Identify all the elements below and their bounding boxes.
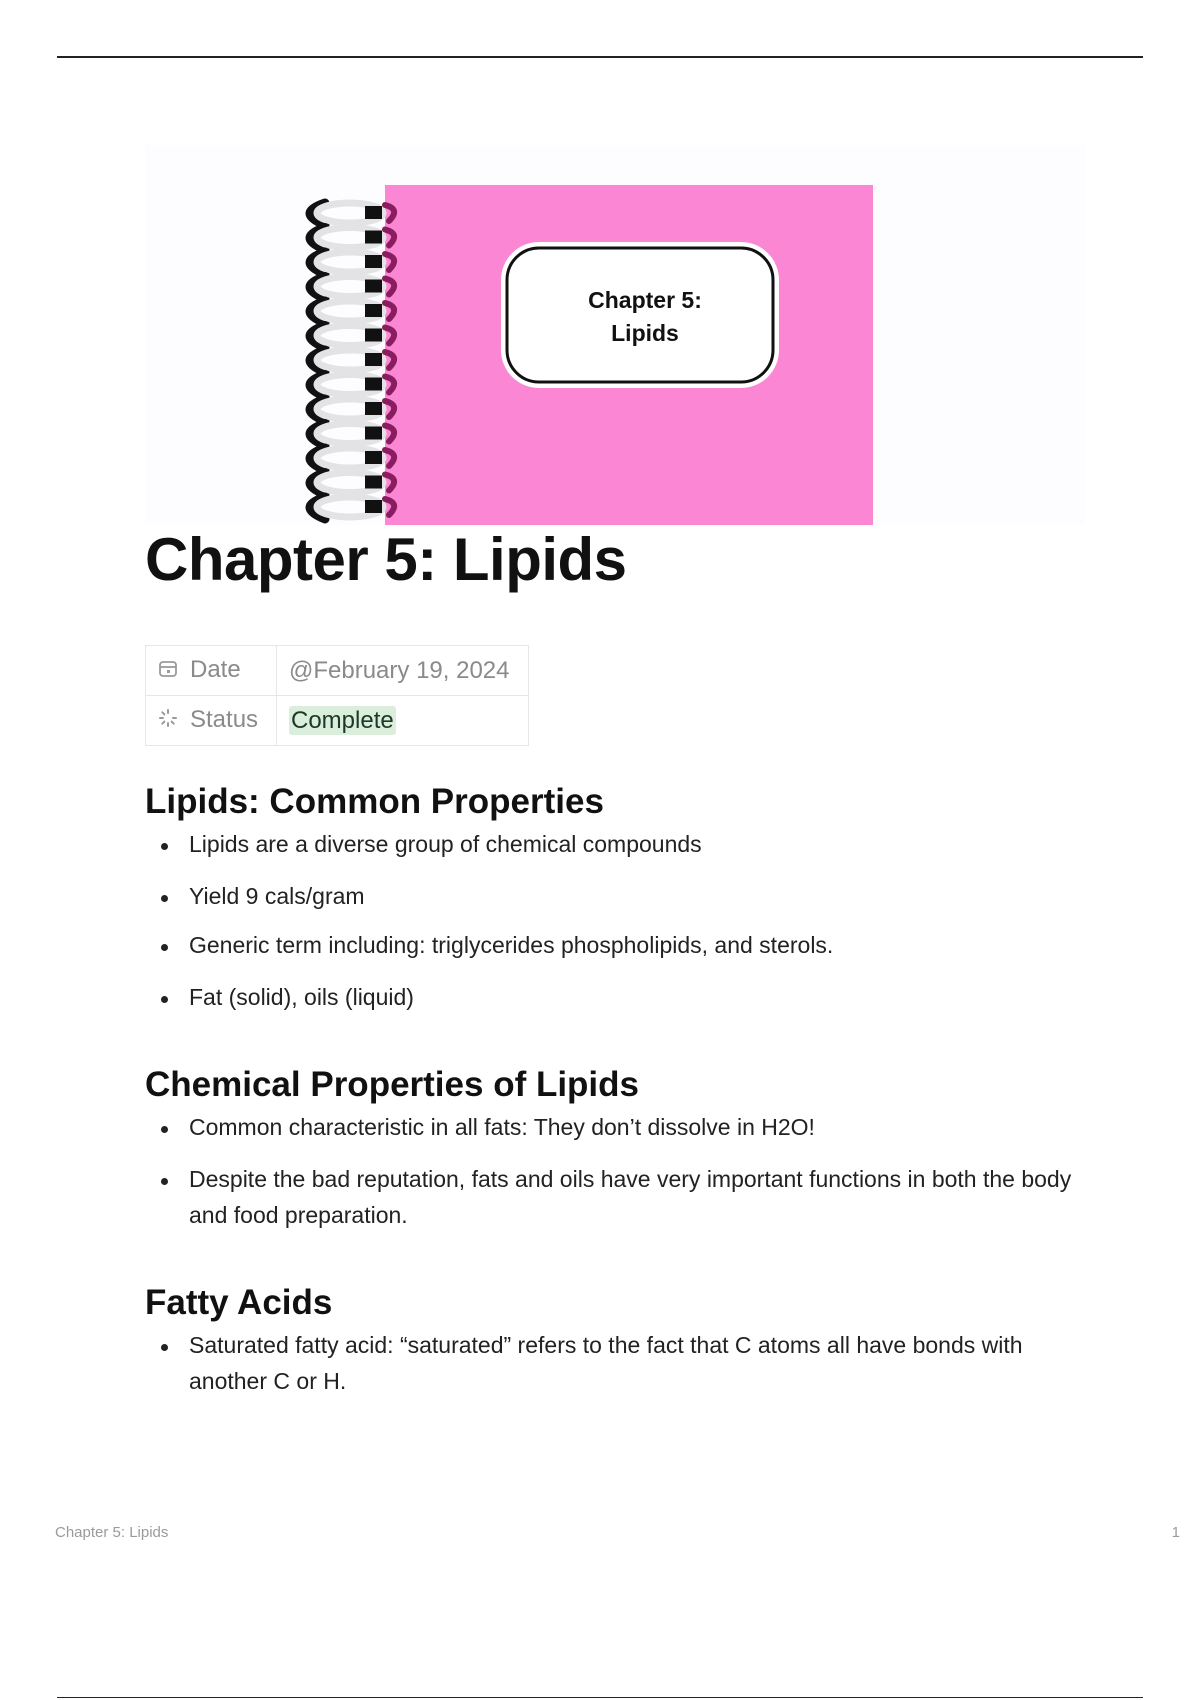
property-label: Date [190, 656, 241, 684]
section-heading: Fatty Acids [145, 1283, 333, 1322]
spiral-ring [310, 497, 394, 519]
footer-doc-name: Chapter 5: Lipids [55, 1524, 169, 1541]
spiral-ring [310, 350, 394, 372]
list-item: Fat (solid), oils (liquid) [145, 979, 1105, 1015]
spiral-binding [310, 203, 394, 519]
property-row-status [146, 696, 529, 746]
status-badge[interactable]: Complete [291, 706, 394, 734]
bullet-list [145, 1327, 1105, 1399]
date-value[interactable]: @February 19, 2024 [277, 646, 529, 696]
spiral-ring [310, 252, 394, 274]
list-item: Yield 9 cals/gram [145, 878, 1105, 914]
spiral-ring [310, 473, 394, 495]
spiral-ring [310, 399, 394, 421]
list-item: Saturated fatty acid: “saturated” refers to the fact that C atoms all have bonds with another C or H. [145, 1327, 1105, 1399]
footer-page-number: 1 [1171, 1524, 1180, 1541]
spiral-ring [310, 424, 394, 446]
label-frame [507, 248, 773, 382]
spiral-ring [310, 375, 394, 397]
cover-label-line2: Lipids [611, 320, 679, 346]
spiral-ring [310, 301, 394, 323]
cover-label-line1: Chapter 5: [588, 287, 702, 313]
section-heading: Chemical Properties of Lipids [145, 1065, 639, 1104]
spiral-ring [310, 228, 394, 250]
bullet-list [145, 826, 1105, 1015]
property-label: Status [190, 706, 259, 734]
list-item: Generic term including: triglycerides phospholipids, and sterols. [145, 927, 1105, 963]
section-heading: Lipids: Common Properties [145, 782, 604, 821]
property-name-cell [146, 646, 277, 696]
page-title: Chapter 5: Lipids [145, 526, 627, 593]
spiral-ring [310, 326, 394, 348]
property-row-date [146, 646, 529, 696]
cover-image [145, 145, 1085, 525]
property-name-cell [146, 696, 277, 746]
list-item: Despite the bad reputation, fats and oils have very important functions in both the body and food preparation. [145, 1161, 1105, 1233]
list-item: Common characteristic in all fats: They don’t dissolve in H2O! [145, 1109, 1105, 1145]
properties-table [145, 645, 529, 746]
spiral-ring [310, 277, 394, 299]
status-value-cell[interactable] [277, 696, 529, 746]
bottom-rule [57, 1697, 1143, 1698]
status-spinner-icon [158, 707, 182, 735]
section-fatty-acids [145, 1281, 1105, 1399]
top-rule [57, 56, 1143, 58]
notebook-illustration [145, 145, 1085, 525]
section-common-properties [145, 780, 1105, 1015]
spiral-ring [310, 203, 394, 225]
calendar-icon [158, 657, 182, 685]
list-item: Lipids are a diverse group of chemical compounds [145, 826, 1105, 862]
spiral-ring [310, 448, 394, 470]
bullet-list [145, 1109, 1105, 1233]
section-chemical-properties [145, 1063, 1105, 1233]
